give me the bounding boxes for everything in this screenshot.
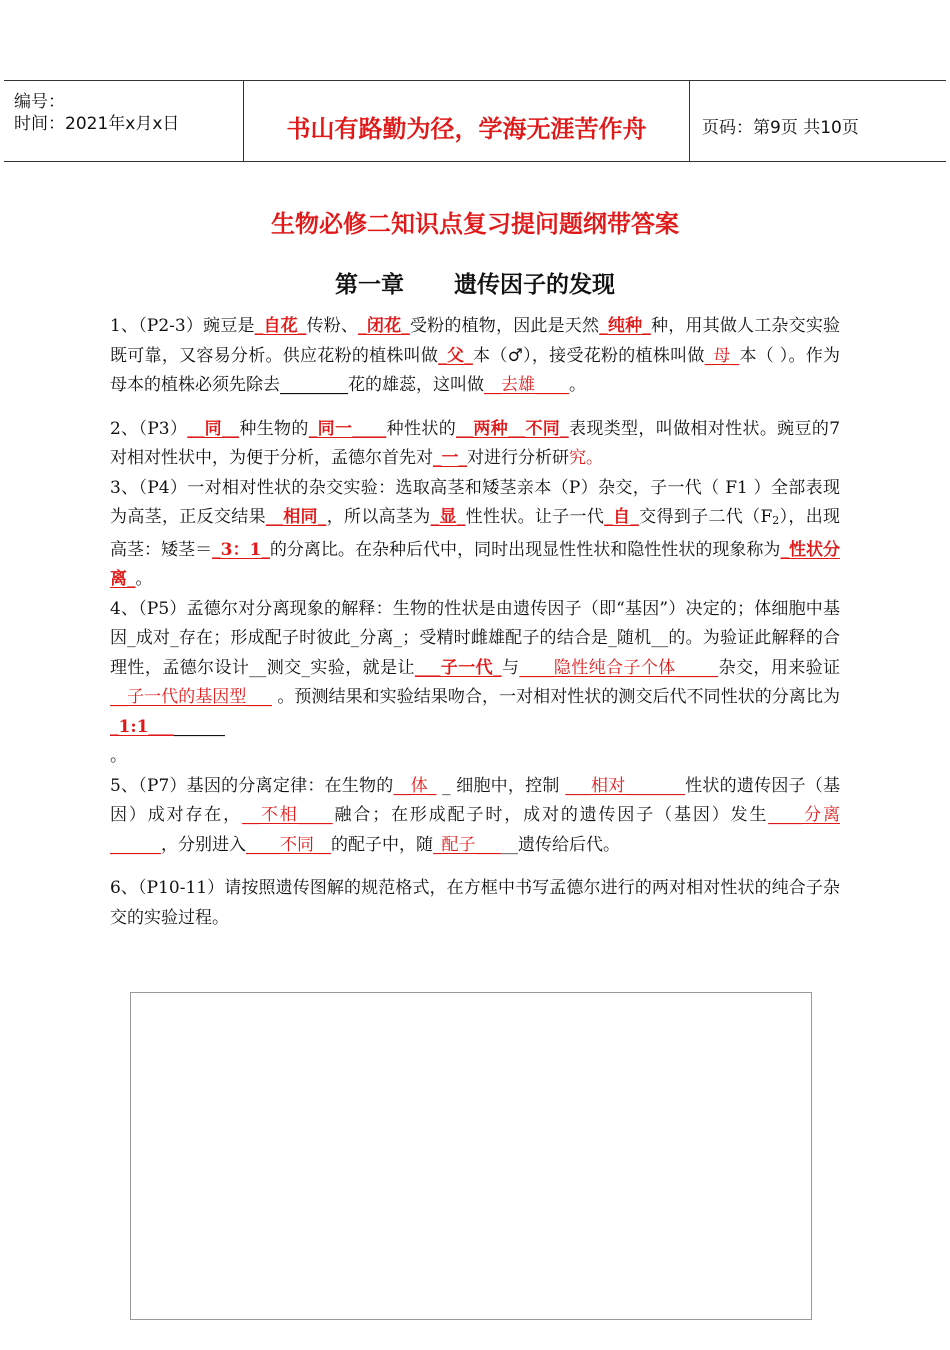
question-6	[110, 874, 840, 933]
q1-answer-1: _自花_	[254, 316, 307, 336]
q1-answer-4: _父_	[438, 345, 473, 366]
q4-text-4: 。预测结果和实验结果吻合，一对相对性状的测交后代不同性状的分离比为	[271, 687, 841, 707]
q3-text-1: 3、（P4）一对相对性状的杂交实验：选取高茎和矮茎亲本（P）杂交，子一代（ F1 ）全部表现为高茎，正反交结果	[110, 477, 840, 527]
q2-text-1: 2、（P3）	[110, 418, 188, 439]
q2-answer-2: _同一____	[308, 418, 387, 439]
q1-text-4: 种，用其做人工杂交实验既可靠，又容易分析。供应花粉的植株叫做	[110, 316, 841, 366]
q6-text: 6、（P10-11）请按照遗传图解的规范格式，在方框中书写孟德尔进行的两对相对性状的纯合子杂交的实验过程。	[110, 878, 840, 928]
q1-answer-2: _闭花_	[358, 316, 410, 336]
q5-answer-3: __不相____	[242, 805, 333, 825]
answer-box[interactable]	[130, 992, 812, 1320]
q3-text-5: ），出现高茎：矮茎＝	[110, 507, 841, 560]
q1-answer-3: _纯种_	[599, 316, 651, 336]
page-info: 页码：第9页 共10页	[702, 118, 859, 138]
question-1	[110, 312, 840, 401]
q3-text-7: 。	[135, 569, 153, 589]
q2-text-6: 究。	[569, 448, 603, 468]
q1-answer-5: _母_	[704, 345, 740, 366]
question-5	[110, 772, 840, 861]
q1-text-5: 本（♂），接受花粉的植株叫做	[472, 345, 705, 366]
q5-text-2: _ 细胞中，控制	[436, 775, 566, 796]
document-header	[4, 80, 946, 162]
q4-text-5: 。	[110, 746, 127, 766]
q5-answer-1: __体_	[393, 775, 437, 796]
q2-text-5: 对进行分析研	[467, 448, 569, 468]
q3-text-6: 的分离比。在杂种后代中，同时出现显性性状和隐性性状的现象称为	[269, 539, 781, 560]
question-list	[110, 312, 840, 933]
document-title: 生物必修二知识点复习提问题纲带答案	[271, 210, 679, 238]
header-motto-cell	[244, 81, 690, 161]
q1-blank: ________	[280, 375, 348, 395]
q2-answer-1: __同__	[187, 418, 240, 439]
question-3	[110, 474, 840, 595]
q1-text-7: 花的雄蕊，这叫做	[348, 375, 484, 395]
q4-answer-4: _1:1___	[110, 716, 174, 737]
q5-answer-4: ____分离______	[110, 805, 841, 855]
chapter-heading	[0, 266, 950, 299]
q4-answer-1: ___子一代_	[414, 657, 502, 678]
number-label: 编号：	[14, 92, 65, 112]
q3-subscript: 2	[772, 514, 780, 527]
q4-answer-3: __子一代的基因型___	[110, 687, 272, 707]
q4-answer-2: ____隐性纯合子个体_____	[519, 657, 719, 678]
q1-answer-7: __去雄____	[484, 375, 569, 395]
q5-text-4: 融合；在形成配子时，成对的遗传因子（基因）发生	[332, 805, 769, 825]
q5-text-3: 性状的遗传因子（基因）成对存在，	[110, 775, 841, 825]
question-4	[110, 595, 840, 772]
q1-text-1: 1、（P2-3）豌豆是	[110, 316, 255, 336]
q5-answer-5: ____不同__	[246, 834, 331, 855]
q3-answer-3: _自_	[604, 507, 639, 527]
q3-text-2: ，所以高茎为	[326, 507, 431, 527]
q5-answer-6: _配子___	[433, 834, 501, 855]
q3-text-3: 性性状。让子一代	[465, 507, 605, 527]
q2-answer-3: __两种__不同_	[456, 418, 569, 439]
q5-answer-2: ___相对_______	[565, 775, 685, 796]
q5-text-5: ，分别进入	[161, 834, 246, 855]
q2-text-4: 表现类型，叫做相对性状。豌豆的7对相对性状中，为便于分析，孟德尔首先对	[110, 418, 841, 468]
q2-answer-4: _一_	[433, 448, 467, 468]
q5-text-1: 5、（P7）基因的分离定律：在生物的	[110, 775, 394, 796]
chapter-name: 遗传因子的发现	[454, 272, 615, 298]
header-page-cell	[690, 81, 946, 161]
q4-blank: ______	[173, 716, 225, 737]
q2-text-3: 种性状的	[386, 418, 457, 439]
q3-answer-4: _3：1_	[212, 539, 270, 560]
q3-answer-5: _性状分离_	[110, 539, 841, 589]
q3-answer-1: __相同_	[265, 507, 327, 527]
q4-text-1: 4、（P5）孟德尔对分离现象的解释：生物的性状是由遗传因子（即“基因”）决定的；体细胞中基因_成对_存在；形成配子时彼此_分离_；受精时雌雄配子的结合是_随机__的。为验证此解释的合理性，孟德尔设计__测交_实验，就是让	[110, 598, 840, 678]
motto: 书山有路勤为径，学海无涯苦作舟	[286, 115, 647, 143]
q3-answer-2: _显_	[430, 507, 466, 527]
time-label: 时间：2021年x月x日	[14, 114, 180, 134]
q1-text-2: 传粉、	[306, 316, 359, 336]
q1-text-6: 本（ ）。作为母本的植株必须先除去	[110, 345, 841, 395]
chapter-number: 第一章	[335, 272, 404, 298]
q5-text-7: __遗传给后代。	[501, 834, 620, 855]
q5-text-6: 的配子中，随	[331, 834, 433, 855]
q2-text-2: 种生物的	[239, 418, 309, 439]
q1-text-3: 受粉的植物，因此是天然	[409, 316, 600, 336]
q4-text-3: 杂交，用来验证	[718, 657, 841, 678]
q3-text-4: 交得到子二代（F	[638, 507, 773, 527]
q1-text-8: 。	[569, 375, 586, 395]
header-meta-cell	[4, 81, 244, 161]
q4-text-2: 与	[501, 657, 520, 678]
question-2	[110, 415, 840, 474]
